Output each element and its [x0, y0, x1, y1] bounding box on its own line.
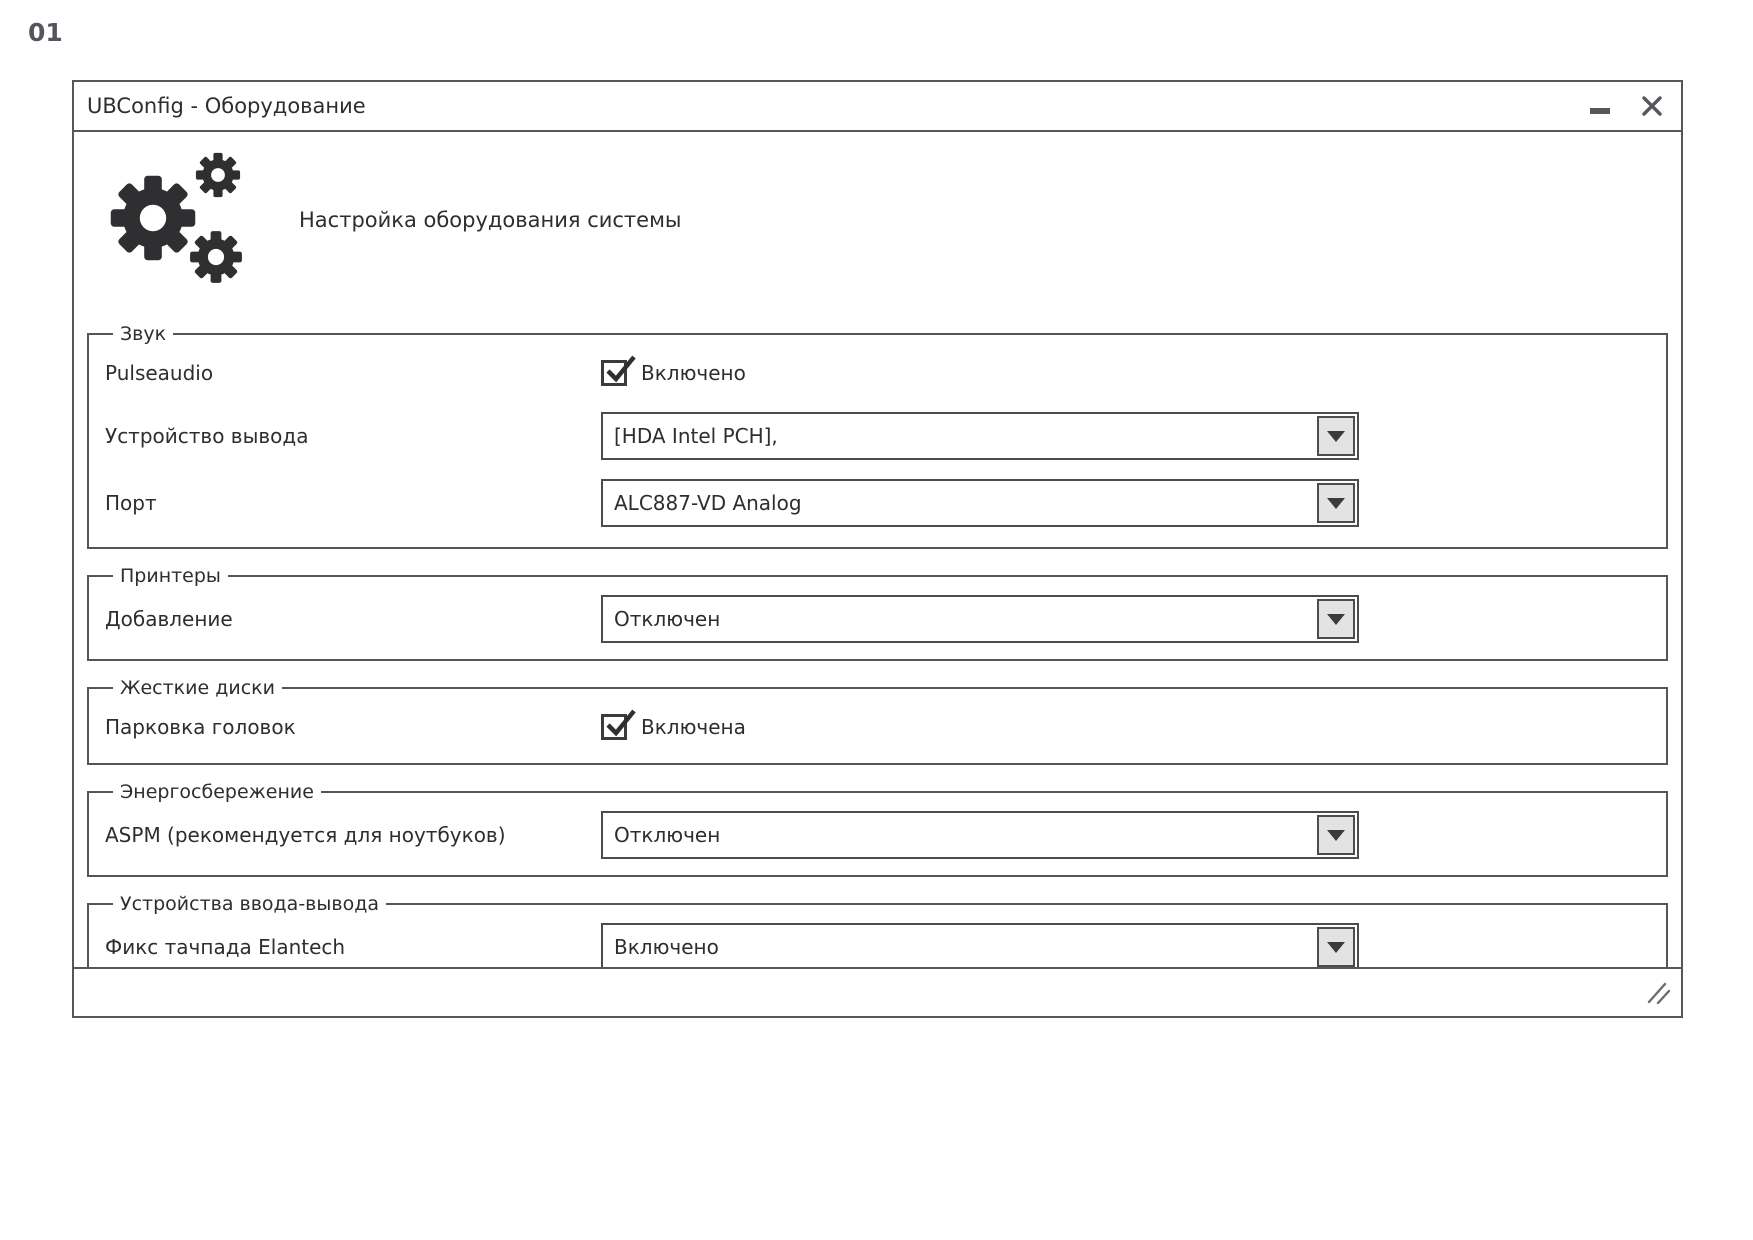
output-device-value: [HDA Intel PCH],	[614, 424, 778, 448]
group-hard-disks	[87, 677, 1668, 765]
group-power-saving-legend: Энергосбережение	[120, 781, 314, 803]
group-printers-legend: Принтеры	[120, 565, 221, 587]
titlebar	[74, 82, 1681, 132]
printer-adding-dropdown[interactable]	[601, 595, 1359, 643]
pulseaudio-label: Pulseaudio	[105, 361, 214, 385]
minimize-button[interactable]	[1585, 91, 1615, 121]
output-device-dropdown-button[interactable]	[1317, 416, 1355, 456]
status-bar	[74, 967, 1681, 1016]
elantech-fix-dropdown[interactable]	[601, 923, 1359, 967]
elantech-fix-value: Включено	[614, 935, 719, 959]
checkmark-icon	[603, 707, 637, 741]
chevron-down-icon	[1327, 942, 1345, 953]
group-sound-legend: Звук	[120, 323, 167, 345]
gears-icon	[109, 152, 249, 287]
pulseaudio-state-label: Включено	[641, 361, 746, 385]
header-description: Настройка оборудования системы	[299, 207, 682, 232]
chevron-down-icon	[1327, 498, 1345, 509]
group-io-devices	[87, 893, 1668, 967]
aspm-dropdown[interactable]	[601, 811, 1359, 859]
port-dropdown[interactable]	[601, 479, 1359, 527]
pulseaudio-checkbox[interactable]	[601, 353, 746, 393]
row-pulseaudio	[105, 353, 1650, 393]
window-header	[109, 152, 1668, 287]
row-aspm	[105, 811, 1650, 859]
port-label: Порт	[105, 491, 157, 515]
close-button[interactable]	[1637, 91, 1667, 121]
window-title: UBConfig - Оборудование	[87, 94, 366, 118]
printer-adding-value: Отключен	[614, 607, 721, 631]
port-value: ALC887-VD Analog	[614, 491, 802, 515]
group-power-saving	[87, 781, 1668, 877]
elantech-fix-dropdown-button[interactable]	[1317, 927, 1355, 967]
window-content	[74, 132, 1681, 967]
row-elantech-fix	[105, 923, 1650, 967]
port-dropdown-button[interactable]	[1317, 483, 1355, 523]
group-printers	[87, 565, 1668, 661]
close-x-icon	[1641, 95, 1663, 117]
ubconfig-window	[72, 80, 1683, 1018]
row-port	[105, 479, 1650, 527]
group-hard-disks-legend: Жесткие диски	[120, 677, 275, 699]
chevron-down-icon	[1327, 614, 1345, 625]
checkmark-icon	[603, 353, 637, 387]
printer-adding-label: Добавление	[105, 607, 233, 631]
head-parking-label: Парковка головок	[105, 715, 296, 739]
minimize-dash-icon	[1590, 108, 1610, 114]
output-device-label: Устройство вывода	[105, 424, 309, 448]
printer-adding-dropdown-button[interactable]	[1317, 599, 1355, 639]
elantech-fix-label: Фикс тачпада Elantech	[105, 935, 346, 959]
aspm-value: Отключен	[614, 823, 721, 847]
checkbox-box[interactable]	[601, 360, 627, 386]
aspm-dropdown-button[interactable]	[1317, 815, 1355, 855]
output-device-dropdown[interactable]	[601, 412, 1359, 460]
head-parking-state-label: Включена	[641, 715, 746, 739]
row-head-parking	[105, 707, 1650, 747]
resize-grip[interactable]	[1647, 981, 1671, 1005]
aspm-label: ASPM (рекомендуется для ноутбуков)	[105, 823, 506, 847]
row-printer-adding	[105, 595, 1650, 643]
checkbox-box[interactable]	[601, 714, 627, 740]
group-sound	[87, 323, 1668, 549]
row-output-device	[105, 412, 1650, 460]
resize-grip-icon	[1647, 981, 1671, 1005]
group-io-devices-legend: Устройства ввода-вывода	[120, 893, 379, 915]
chevron-down-icon	[1327, 431, 1345, 442]
head-parking-checkbox[interactable]	[601, 707, 746, 747]
page-number-label: 01	[28, 18, 63, 47]
chevron-down-icon	[1327, 830, 1345, 841]
